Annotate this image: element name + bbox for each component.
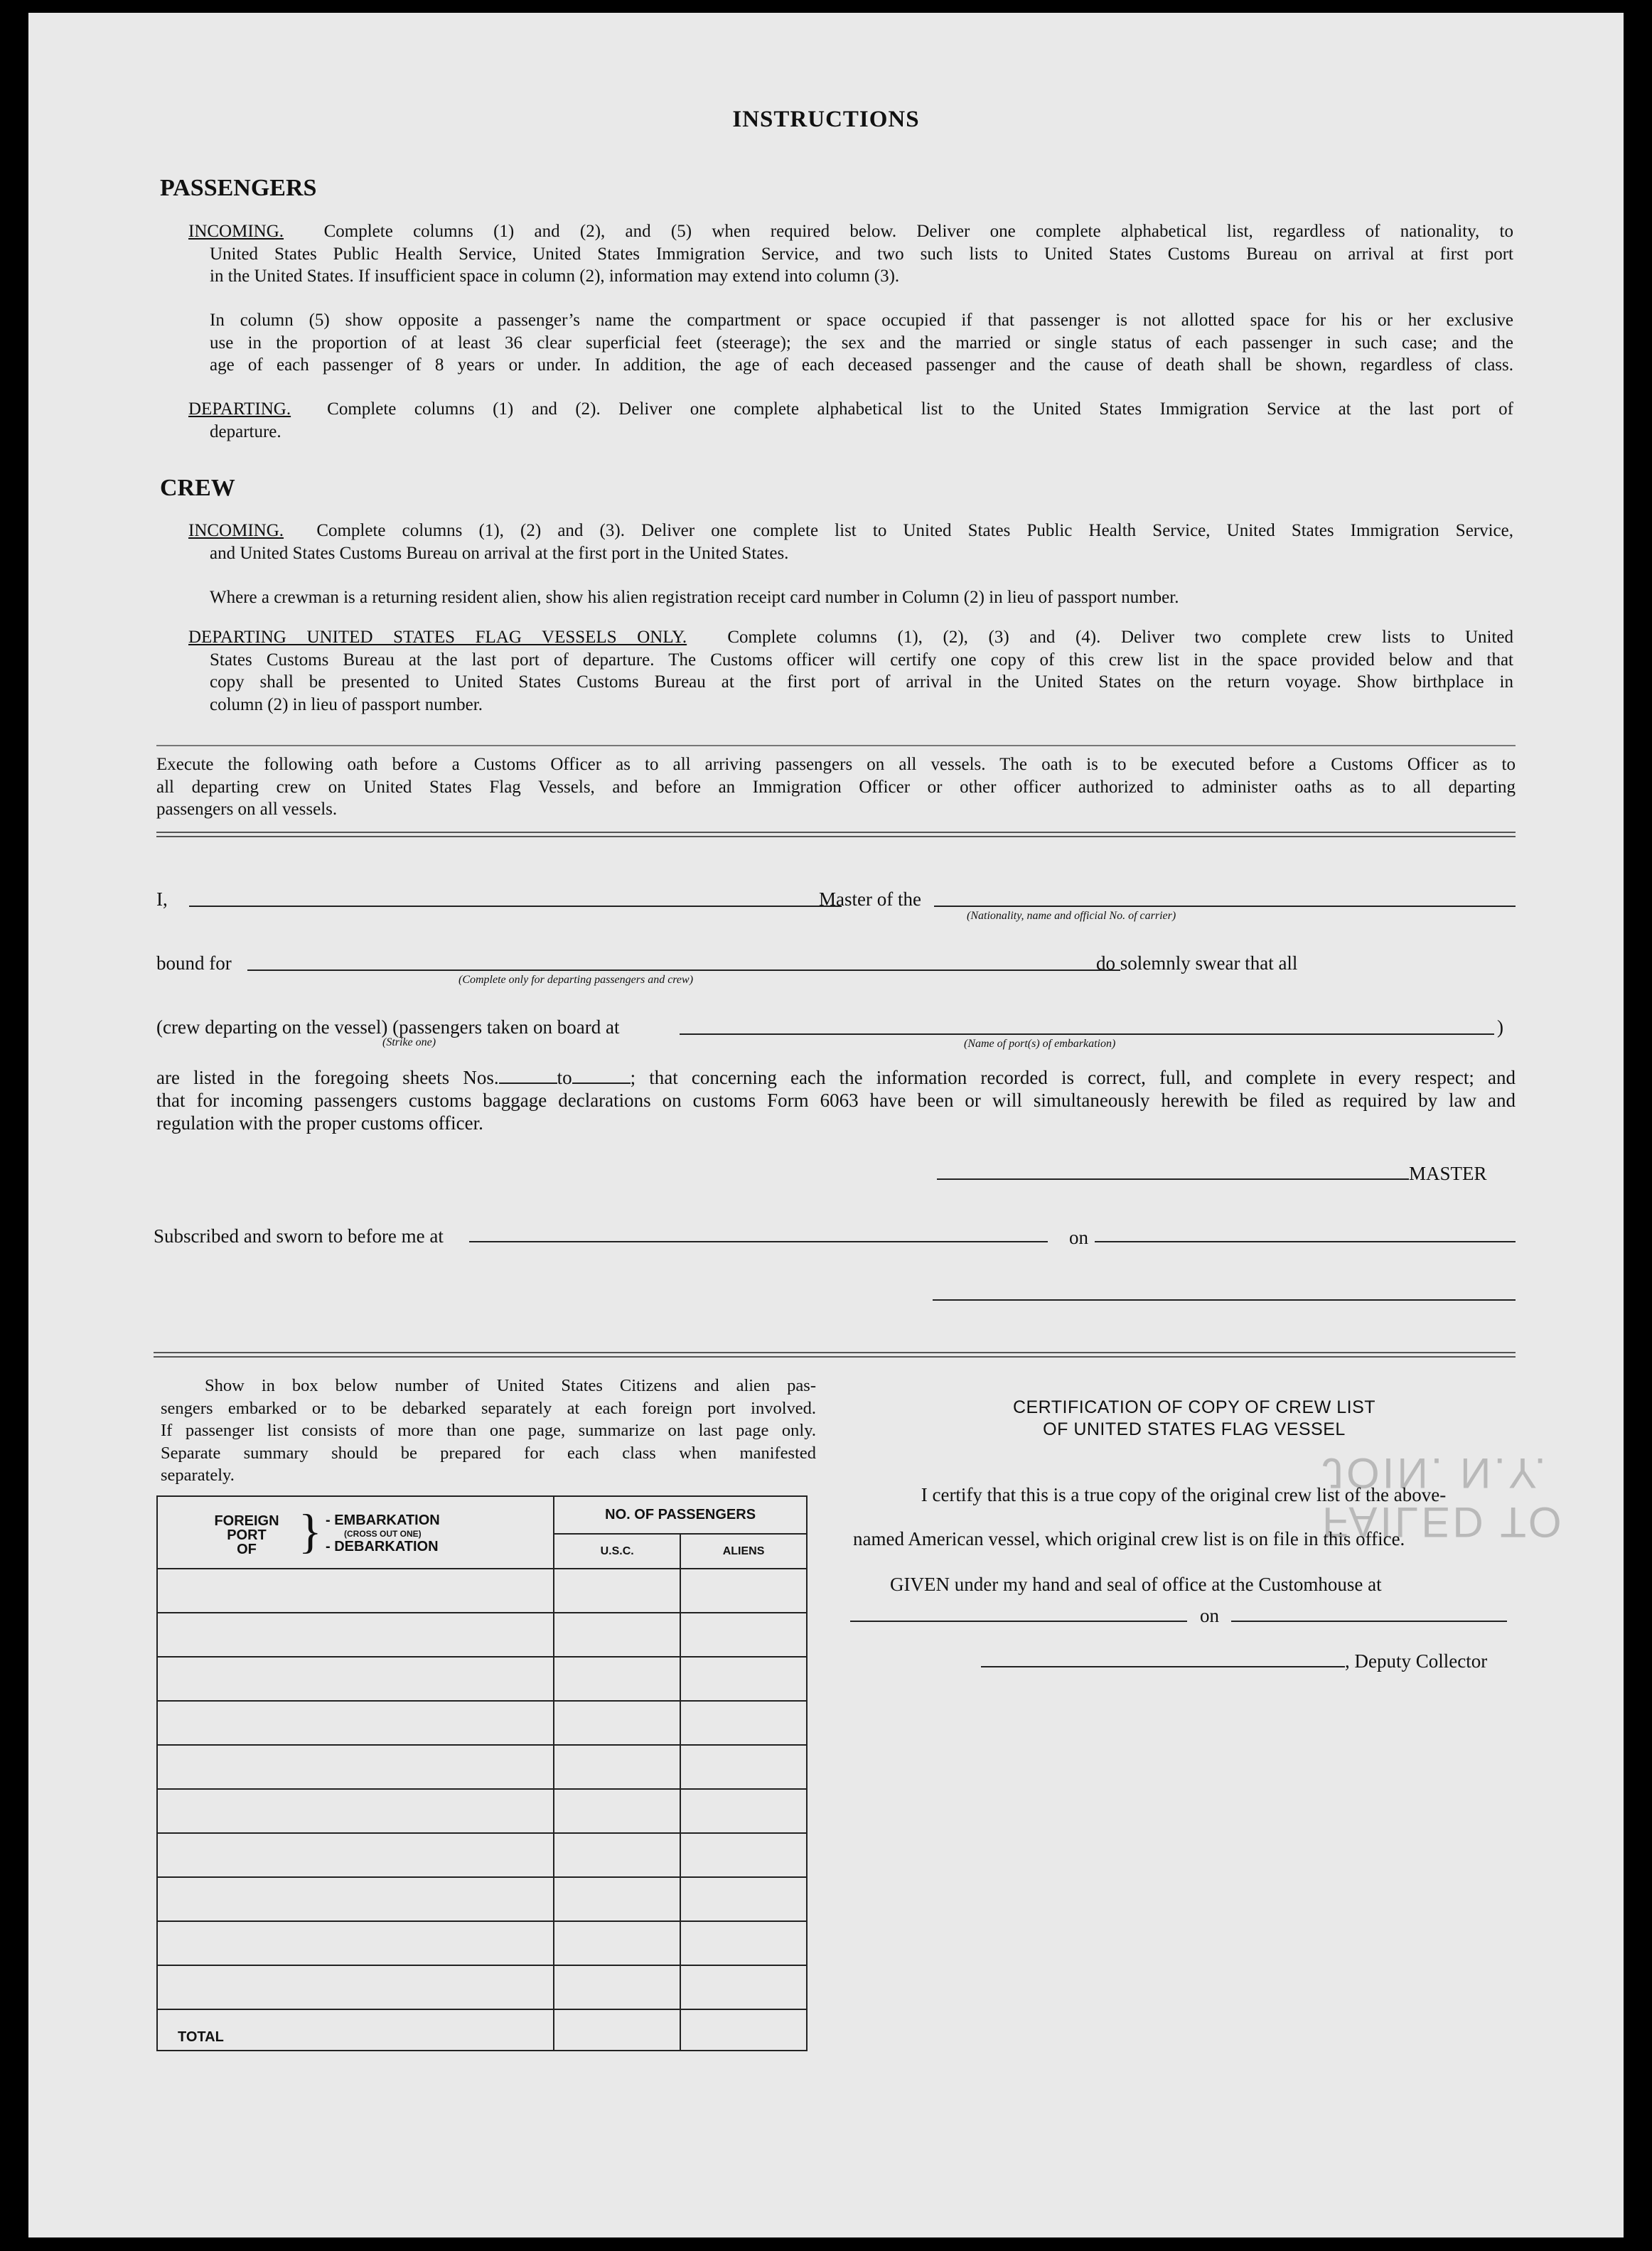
oath-intro-line3: passengers on all vessels. [156,800,338,819]
crew-departing-line3: copy shall be presented to United States Customs Bureau at the first port of arrival in the United States on the return voyage. Show birthplace in [210,672,1513,692]
port-header-cell [157,1496,554,1569]
port-cell[interactable] [157,1569,554,1613]
passengers-incoming-line3: in the United States. If insufficient space in column (2), information may extend into column (3). [210,267,900,286]
crew-resident-text: Where a crewman is a returning resident alien, show his alien registration receipt card number in Column (2) in lieu of passport number. [210,588,1179,607]
aliens-cell[interactable] [680,1921,807,1965]
passengers-incoming-line2: United States Public Health Service, United States Immigration Service, and two such lists to United States Customs Bureau on arrival at first port [210,244,1513,264]
form-page [28,13,1624,2237]
listed-line3: regulation with the proper customs officer. [156,1112,483,1134]
certification-title-line1: CERTIFICATION OF COPY OF CREW LIST [1012,1397,1376,1417]
summary-row [157,1745,807,1789]
summary-row [157,1613,807,1657]
total-label: TOTAL [157,2009,554,2051]
crew-heading: CREW [160,475,235,501]
summary-note [161,1375,816,1487]
total-usc-cell[interactable] [554,2009,680,2051]
listed-block [156,1066,1516,1134]
usc-cell[interactable] [554,1569,680,1613]
master-label: MASTER [1409,1163,1487,1184]
separator-line [156,745,1516,746]
master-name-field[interactable] [189,906,842,907]
deputy-collector-field[interactable] [981,1666,1345,1667]
crew-incoming-block [188,520,1513,564]
brace-glyph: } [299,1504,322,1558]
passengers-incoming-block [188,220,1513,288]
oath-intro [156,753,1516,821]
departing-caption: (Complete only for departing passengers and crew) [458,974,694,986]
crew-incoming-line1: Complete columns (1), (2) and (3). Deliver one complete list to United States Public Health Service, United States Immigration Service, [316,521,1514,540]
crew-departing-line4: column (2) in lieu of passport number. [210,694,483,714]
sheet-to-field[interactable] [572,1082,631,1084]
passengers-departing-label: DEPARTING. [188,399,291,419]
passengers-departing-line2: departure. [210,421,281,441]
aliens-cell[interactable] [680,1569,807,1613]
cert-date-field[interactable] [1231,1621,1507,1622]
carrier-caption: (Nationality, name and official No. of carrier) [967,910,1176,922]
aliens-cell[interactable] [680,1657,807,1701]
certification-title-line2: OF UNITED STATES FLAG VESSEL [1043,1419,1346,1439]
summary-note-line3: If passenger list consists of more than one page, summarize on last page only. [161,1421,816,1440]
crew-incoming-label: INCOMING. [188,521,284,540]
oath-intro-line1: Execute the following oath before a Customs Officer as to all arriving passengers on all vessels. The oath is to be executed before a Customs Officer as to [156,755,1516,774]
close-paren: ) [1497,1016,1503,1038]
passenger-summary-table [156,1495,808,2051]
usc-header: U.S.C. [554,1534,680,1569]
customhouse-field[interactable] [850,1621,1187,1622]
listed-to-label: to [557,1067,572,1088]
port-cell[interactable] [157,1613,554,1657]
aliens-header: ALIENS [680,1534,807,1569]
aliens-cell[interactable] [680,1877,807,1921]
usc-cell[interactable] [554,1833,680,1877]
listed-line2: that for incoming passengers customs baggage declarations on customs Form 6063 have been or will simultaneously herewith be filed as required by law and [156,1090,1516,1111]
summary-row [157,1569,807,1613]
sworn-date-field[interactable] [1095,1241,1516,1242]
on-label: on [1069,1227,1088,1248]
double-rule-bottom [154,1352,1516,1358]
crew-departing-label: DEPARTING UNITED STATES FLAG VESSELS ONLY. [188,628,687,647]
summary-note-line5: separately. [161,1466,235,1485]
summary-row [157,1921,807,1965]
no-passengers-header: NO. OF PASSENGERS [554,1496,807,1534]
port-label: PORT [227,1527,267,1543]
port-cell[interactable] [157,1921,554,1965]
listed-text-a: are listed in the foregoing sheets Nos. [156,1067,499,1088]
cert-on-label: on [1200,1605,1219,1626]
page-title: INSTRUCTIONS [732,107,920,132]
crew-incoming-line2: and United States Customs Bureau on arrival at the first port in the United States. [210,543,789,563]
column5-line2: use in the proportion of at least 36 clear superficial feet (steerage); the sex and the married or single status of each passenger in such case; and the [210,333,1513,353]
embarkation-label: - EMBARKATION [326,1513,440,1528]
passengers-departing-line1: Complete columns (1) and (2). Deliver one complete alphabetical list to the United States Immigration Service at the last port of [327,399,1514,419]
port-cell[interactable] [157,1877,554,1921]
summary-note-line2: sengers embarked or to be debarked separately at each foreign port involved. [161,1398,816,1418]
given-text: GIVEN under my hand and seal of office at the Customhouse at [890,1574,1382,1595]
aliens-cell[interactable] [680,1789,807,1833]
master-of-label: Master of the [819,888,921,910]
usc-cell[interactable] [554,1701,680,1745]
usc-cell[interactable] [554,1613,680,1657]
master-signature-field[interactable] [937,1178,1409,1180]
double-rule-top [156,832,1516,837]
passengers-heading: PASSENGERS [160,175,317,201]
subscribed-label: Subscribed and sworn to before me at [154,1225,444,1247]
foreign-label: FOREIGN [214,1513,279,1529]
crew-departing-line1: Complete columns (1), (2), (3) and (4). Deliver two complete crew lists to United [727,628,1513,647]
oath-intro-line2: all departing crew on United States Flag Vessels, and before an Immigration Officer or other officer authorized to administer oaths as to all departing [156,777,1516,797]
usc-cell[interactable] [554,1965,680,2009]
certification-title [853,1397,1535,1441]
port-cell[interactable] [157,1833,554,1877]
certify-line2: named American vessel, which original crew list is on file in this office. [853,1528,1405,1549]
of-label: OF [237,1542,257,1557]
embarkation-port-field[interactable] [680,1033,1494,1035]
port-cell[interactable] [157,1745,554,1789]
crew-departing-text: (crew departing on the vessel) (passengers taken on board at [156,1016,620,1038]
column5-block [210,309,1513,377]
passengers-incoming-label: INCOMING. [188,222,284,241]
usc-cell[interactable] [554,1657,680,1701]
cross-out-label: (CROSS OUT ONE) [344,1529,422,1539]
summary-row [157,1965,807,2009]
swear-text: do solemnly swear that all [1096,952,1298,974]
summary-row [157,1877,807,1921]
oath-i-label: I, [156,888,168,910]
officer-signature-field[interactable] [933,1299,1516,1301]
listed-text-b: ; that concerning each the information recorded is correct, full, and complete in every respect; and [630,1067,1516,1088]
passengers-departing-block [188,398,1513,443]
aliens-cell[interactable] [680,1701,807,1745]
aliens-cell[interactable] [680,1833,807,1877]
usc-cell[interactable] [554,1921,680,1965]
port-cell[interactable] [157,1789,554,1833]
port-cell[interactable] [157,1965,554,2009]
summary-total-row [157,2009,807,2051]
port-cell[interactable] [157,1657,554,1701]
sworn-place-field[interactable] [469,1241,1048,1242]
debarkation-label: - DEBARKATION [326,1539,439,1554]
strike-one-caption: (Strike one) [382,1036,436,1048]
usc-cell[interactable] [554,1877,680,1921]
crew-departing-line2: States Customs Bureau at the last port of departure. The Customs officer will certify one copy of this crew list in the space provided below and that [210,650,1513,670]
column5-line3: age of each passenger of 8 years or under. In addition, the age of each deceased passenger and the cause of death shall be shown, regardless of class. [210,355,1513,375]
bound-for-field[interactable] [247,969,1120,971]
summary-note-line1: Show in box below number of United States Citizens and alien pas- [205,1376,816,1395]
bound-for-label: bound for [156,952,232,974]
failed-to-join-stamp: FAILED TO JOIN. N.Y. [1322,1449,1565,1546]
carrier-field[interactable] [934,906,1516,907]
aliens-cell[interactable] [680,1965,807,2009]
usc-cell[interactable] [554,1745,680,1789]
aliens-cell[interactable] [680,1613,807,1657]
port-caption: (Name of port(s) of embarkation) [964,1038,1116,1050]
summary-row [157,1789,807,1833]
passengers-incoming-line1: Complete columns (1) and (2), and (5) when required below. Deliver one complete alphabetical list, regardless of nationality, to [323,222,1514,241]
port-cell[interactable] [157,1701,554,1745]
crew-departing-block [188,626,1513,716]
sheet-from-field[interactable] [499,1082,557,1084]
summary-row [157,1833,807,1877]
summary-note-line4: Separate summary should be prepared for each class when manifested [161,1443,816,1463]
certify-line1: I certify that this is a true copy of the original crew list of the above- [921,1484,1447,1505]
aliens-cell[interactable] [680,1745,807,1789]
summary-row [157,1657,807,1701]
deputy-collector-label: , Deputy Collector [1345,1650,1488,1672]
total-aliens-cell[interactable] [680,2009,807,2051]
column5-line1: In column (5) show opposite a passenger’s name the compartment or space occupied if that passenger is not allotted space for his or her exclusive [210,311,1513,330]
usc-cell[interactable] [554,1789,680,1833]
summary-row [157,1701,807,1745]
